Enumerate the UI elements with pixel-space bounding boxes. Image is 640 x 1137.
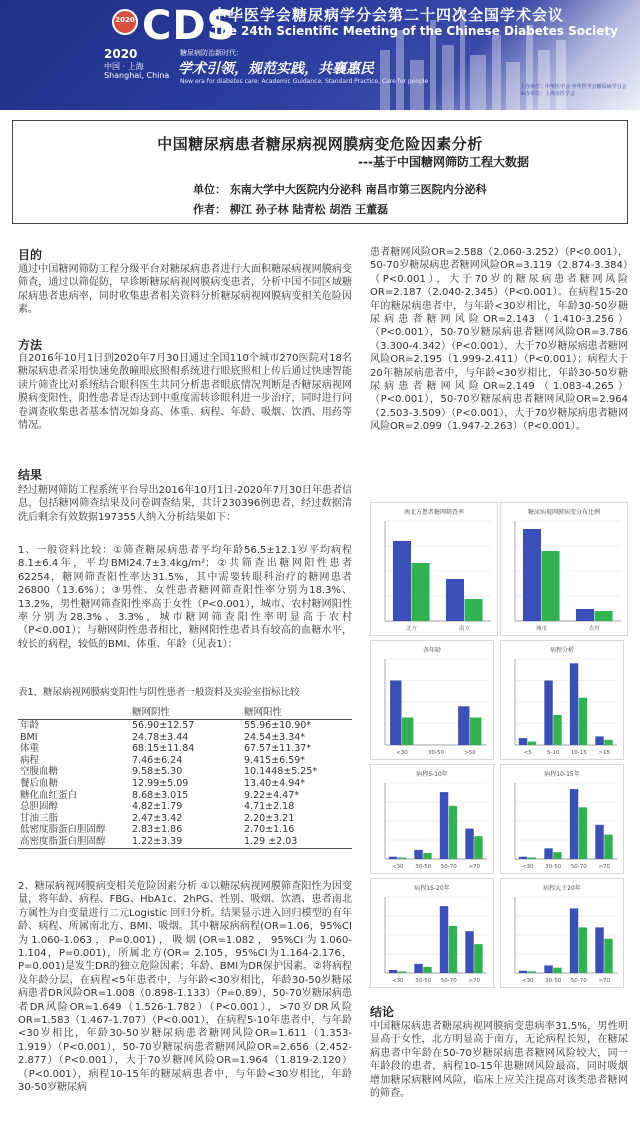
- bar: [595, 736, 603, 745]
- conference-title-en: The 24th Scientific Meeting of the Chinese Diabetes Society: [212, 24, 618, 38]
- bar: [440, 906, 448, 973]
- bar: [523, 529, 541, 621]
- slogan-top: 糖尿病防治新时代：: [180, 49, 243, 57]
- chart-svg: [371, 879, 493, 987]
- chart-title: 糖尿病视网膜病变分布比例: [527, 509, 601, 516]
- x-tick-label: 30-50: [545, 864, 562, 870]
- table-cell: 4.71±2.18: [244, 801, 295, 813]
- table-cell: 8.68±3.015: [132, 789, 189, 801]
- table-cell: 9.415±6.59*: [244, 754, 306, 766]
- table-row: [18, 743, 352, 755]
- table-row: [18, 813, 352, 825]
- table-row: [18, 801, 352, 813]
- x-tick-label: <30: [521, 978, 534, 984]
- result-text-1: 经过糖网筛防工程系统平台导出2016年10月1日-2020年7月30日年患者信息，包括糖网筛查结果及问卷调查结果，共计230396例患者，经过数据清洗后剩余有效数据197355人纳入分析结果如下：: [18, 485, 352, 523]
- chart-svg: [371, 503, 497, 635]
- table-row: [18, 836, 352, 848]
- table-cell: 糖化血红蛋白: [20, 789, 78, 801]
- x-tick-label: <30: [391, 864, 404, 870]
- bar: [458, 706, 469, 745]
- sponsor-line-1: 主办单位：中华医学会 中华医学会糖尿病学分会: [520, 84, 627, 90]
- bar: [414, 964, 422, 973]
- conference-banner: [0, 0, 640, 110]
- chart-title: 病程15-20年: [414, 885, 450, 892]
- chart-duration-20plus: [500, 878, 624, 988]
- bar: [449, 806, 457, 859]
- bar: [542, 551, 560, 621]
- aim-heading: 目的: [18, 248, 43, 262]
- bar: [412, 563, 430, 621]
- chart-duration-5-10: [370, 764, 494, 874]
- slogan-main: 学术引领，规范实践，共襄惠民: [178, 61, 374, 77]
- x-tick-label: 30-50: [545, 978, 562, 984]
- chart-title: 病程分析: [549, 647, 575, 654]
- chart-duration-10-15: [500, 764, 624, 874]
- paper-authors: 作者： 柳江 孙子林 陆青松 胡浩 王董磊: [193, 203, 389, 216]
- bar: [604, 740, 612, 745]
- chart-svg: [501, 641, 623, 759]
- x-tick-label: 50-70: [440, 978, 457, 984]
- chart-svg: [501, 879, 623, 987]
- x-tick-label: 农村: [588, 626, 601, 632]
- result-text-3: 2、糖尿病视网膜病变相关危险因素分析 ①以糖尿病视网膜筛查阳性为因变量，将年龄、病程、FBG、HbA1c、2hPG、性别、吸烟、饮酒、患者南北方属性为自变量进行二元Logistic 回归分析。结果显示进入回归模型的有年龄、病程、所属南北方、BMI、吸烟。其中糖尿病病程(OR=1.06，95%CI为1.060-1.063，P=0.001)，吸烟(OR=1.082，95%CI为1.060-1.104，P=0.001)，所属北方(OR= 2.105，95%CI为1.164-2.176，P=0.001)是发生DR的独立危险因素；年龄、BMI为DR保护因素。②将病程及年龄分层，在病程<5年患者中，与年龄<30岁相比，年龄30-50岁糖尿病患者DR风险OR=1.008（0.898-1.133）（P=0.89），50-70岁糖尿病患者DR风险OR=1.649（1.526-1.782）（P<0.001），>70岁DR风险OR=1.583（1.467-1.707）（P<0.001），在病程5-10年患者中，与年龄<30岁相比，年龄30-50岁糖尿病患者糖网风险OR=1.611（1.353-1.919）（P<0.001），50-70岁糖尿病患者糖网风险OR=2.656（2.452-2.877）（P<0.001），大于70岁糖网风险OR=1.964（1.819-2.120）（P<0.001），病程10-15年的糖尿病患者中，与年龄<30岁相比，年龄30-50岁糖尿病: [18, 881, 352, 1094]
- right-text: 患者糖网风险OR=2.588（2.060-3.252）（P<0.001），50-70岁糖尿病患者糖网风险OR=3.119（2.874-3.384）（P<0.001），大于70岁的糖尿病患者糖网风险OR=2.187（2.040-2.345）（P<0.001）。在病程15-20年的糖尿病患者中，与年龄<30岁相比，年龄30-50岁糖尿病患者糖网风险OR=2.143（1.410-3.256）（P<0.001），50-70岁糖尿病患者糖网风险OR=3.786（3.300-4.342）（P<0.001），大于70岁糖尿病患者糖网风险OR=2.195（1.999-2.411）（P<0.001）；病程大于20年糖尿病患者中，与年龄<30岁相比，年龄30-50岁糖尿病患者糖网风险OR=2.149（1.083-4.265）（P<0.001），50-70岁糖尿病患者糖网风险OR=2.964（2.503-3.509）（P<0.001），大于70岁糖尿病患者糖网风险OR=2.099（1.947-2.263）（P<0.001）。: [370, 247, 628, 433]
- table-cell: 9.22±4.47*: [244, 789, 300, 801]
- bar: [576, 609, 594, 621]
- x-tick-label: <5: [523, 750, 532, 756]
- paper-header: [12, 120, 628, 224]
- chart-title: 病程5-10年: [416, 771, 448, 778]
- table-header-cell: 糖网阳性: [242, 703, 352, 720]
- table-cell: 24.78±3.44: [132, 731, 189, 743]
- x-tick-label: 50-70: [570, 864, 587, 870]
- bar: [423, 853, 431, 859]
- table-cell: 68.15±11.84: [132, 743, 195, 755]
- table-row: [18, 732, 352, 744]
- bar: [393, 541, 411, 621]
- method-text: 自2016年10月1日到2020年7月30日通过全国110个城市270医院对18名糖尿病患者采用快速免散瞳眼底照相系统进行眼底照相上传后通过快速智能读片筛查比对系统结合眼科医生共同分析患者眼底情况判断是否糖尿病视网膜病变阳性，阳性患者是否达到中重度需转诊眼科进一步治疗，同时进行问卷调查收集患者基本情况如身高、体重、病程、年龄、吸烟、饮酒、用药等情况。: [18, 353, 352, 432]
- chart-north-south: [370, 502, 498, 636]
- bar: [595, 825, 603, 859]
- bar: [414, 850, 422, 859]
- bar: [446, 579, 464, 621]
- table-row: [18, 766, 352, 778]
- bar: [579, 927, 587, 973]
- bar: [440, 792, 448, 859]
- table-cell: 13.40±4.94*: [244, 777, 306, 789]
- result-text-2: 1、一般资料比较：①筛查糖尿病患者平均年龄56.5±12.1岁平均病程8.1±6.4年，平均BMI24.7±3.4kg/m²；②共筛查出糖网阳性患者62254，糖网筛查阳性率达31.5%，其中需要转眼科治疗的糖网患者26800（13.6%）；③男性、女性患者糖网筛查阳性率分别为18.3%、13.2%，男性糖网筛查阳性率高于女性（P<0.001），城市、农村糖网阳性率分别为28.3%、3.3%，城市糖网筛查阳性率明显高于农村（P<0.001）；与糖网阴性患者相比，糖网阳性患者具有较高的血糖水平，较长的病程，较低的BMI、体重、年龄（见表1）：: [18, 545, 352, 650]
- table-cell: 55.96±10.90*: [244, 720, 312, 731]
- bar: [465, 829, 473, 859]
- bar: [544, 681, 552, 746]
- table-cell: 病程: [20, 754, 40, 766]
- bar: [465, 931, 473, 973]
- table-cell: BMI: [20, 731, 38, 743]
- chart-title: 病程大于20年: [543, 885, 581, 892]
- x-tick-label: >70: [468, 978, 481, 984]
- logo-city: [104, 62, 169, 80]
- chart-title: 南北方患者糖网筛查率: [403, 509, 465, 516]
- table-cell: 67.57±11.37*: [244, 743, 312, 755]
- table-caption: 表1、糖尿病视网膜病变阳性与阴性患者一般资料及实验室指标比较: [18, 687, 300, 698]
- x-tick-label: >70: [598, 978, 611, 984]
- bar: [389, 857, 397, 859]
- table-row: [18, 824, 352, 836]
- x-tick-label: 30-50: [415, 978, 432, 984]
- bar: [449, 926, 457, 973]
- sponsor-line-2: 承办单位：上海市医学会: [520, 91, 576, 97]
- bar: [390, 681, 401, 746]
- table-cell: 12.99±5.09: [132, 777, 189, 789]
- table-cell: 10.1448±5.25*: [244, 766, 318, 778]
- bar: [595, 611, 613, 621]
- bar: [519, 857, 527, 859]
- table-cell: 2.70±1.16: [244, 824, 295, 836]
- x-tick-label: 南方: [458, 626, 471, 632]
- table-row: [18, 755, 352, 767]
- bar: [570, 789, 578, 859]
- bar: [553, 852, 561, 859]
- bar: [604, 835, 612, 859]
- table-cell: 4.82±1.79: [132, 801, 183, 813]
- cds-logo: CDS: [142, 3, 237, 49]
- table-cell: 2.20±3.21: [244, 812, 295, 824]
- table-cell: 2.83±1.86: [132, 824, 183, 836]
- chart-city-rural: [500, 502, 628, 636]
- bar: [528, 742, 536, 745]
- chart-svg: [371, 641, 493, 759]
- x-tick-label: 城市: [535, 626, 548, 632]
- bar: [553, 715, 561, 745]
- table-cell: 餐后血糖: [20, 777, 59, 789]
- table-row: [18, 790, 352, 802]
- slogan-en: New era for diabetes care: Academic Guidance, Standard Practice, Care for people: [180, 78, 429, 85]
- x-tick-label: >70: [598, 864, 611, 870]
- bar: [570, 908, 578, 973]
- x-tick-label: >50: [464, 750, 476, 756]
- bar: [474, 944, 482, 973]
- aim-text: 通过中国糖网筛防工程分级平台对糖尿病患者进行大面积糖尿病视网膜病变筛查，通过以筛促防，早诊断糖尿病视网膜病变患者，分析中国不同区域糖尿病患者患病率，同时收集患者相关资料分析糖尿病视网膜病变相关危险因素。: [18, 264, 352, 316]
- result-heading: 结果: [18, 468, 43, 482]
- table-cell: 空腹血糖: [20, 766, 59, 778]
- chart-title: 各年龄: [422, 647, 442, 654]
- x-tick-label: 10-15: [570, 750, 587, 756]
- bar: [528, 971, 536, 973]
- bar: [579, 698, 587, 745]
- paper-subtitle: ---基于中国糖网筛防工程大数据: [358, 155, 529, 169]
- table-cell: 9.58±5.30: [132, 766, 183, 778]
- x-tick-label: >70: [468, 864, 481, 870]
- table-cell: 1.22±3.39: [130, 836, 242, 848]
- table-header-row: [18, 703, 352, 720]
- bar: [570, 663, 578, 745]
- table-cell: 24.54±3.34*: [244, 731, 306, 743]
- method-heading: 方法: [18, 338, 43, 352]
- comparison-table: [18, 703, 352, 849]
- x-tick-label: <30: [391, 978, 404, 984]
- logo-badge-year: 2020: [115, 16, 135, 24]
- chart-svg: [371, 765, 493, 873]
- bar: [423, 967, 431, 973]
- chart-title: 病程10-15年: [544, 771, 580, 778]
- x-tick-label: >15: [598, 750, 611, 756]
- bar: [398, 971, 406, 973]
- table-cell: 甘油三脂: [20, 812, 59, 824]
- bar: [389, 970, 397, 973]
- paper-title: 中国糖尿病患者糖尿病视网膜病变危险因素分析: [157, 135, 483, 153]
- chart-duration-15-20: [370, 878, 494, 988]
- x-tick-label: 30-50: [415, 864, 432, 870]
- table-row: [18, 778, 352, 790]
- table-cell: 高密度脂蛋白胆固醇: [18, 836, 130, 848]
- table-header-cell: [18, 703, 130, 720]
- conference-title-cn: 中华医学会糖尿病学分会第二十四次全国学术会议: [212, 6, 565, 24]
- x-tick-label: 北方: [405, 626, 418, 632]
- sponsor-block: [520, 84, 630, 98]
- chart-svg: [501, 503, 627, 635]
- bar: [465, 599, 483, 621]
- x-tick-label: <30: [521, 864, 534, 870]
- table-cell: 体重: [20, 743, 40, 755]
- table-header-cell: 糖网阴性: [130, 703, 242, 720]
- bar: [544, 848, 552, 859]
- table-row: [18, 720, 352, 732]
- bar: [604, 939, 612, 973]
- table-cell: 1.29 ±2.03: [242, 836, 352, 848]
- bar: [595, 927, 603, 973]
- chart-svg: [501, 765, 623, 873]
- bar: [470, 717, 481, 745]
- bar: [579, 807, 587, 859]
- table-cell: 总胆固醇: [20, 801, 59, 813]
- bar: [553, 968, 561, 973]
- x-tick-label: 30-50: [428, 750, 444, 756]
- table-cell: 56.90±12.57: [132, 720, 195, 731]
- x-tick-label: <30: [396, 750, 408, 756]
- bar: [519, 738, 527, 745]
- table-cell: 低密度脂蛋白胆固醇: [20, 824, 106, 836]
- x-tick-label: 5-10: [547, 750, 560, 756]
- bar: [398, 857, 406, 859]
- bar: [402, 717, 413, 745]
- table-cell: 7.46±6.24: [132, 754, 183, 766]
- chart-age: [370, 640, 494, 760]
- table-cell: 年龄: [20, 720, 40, 731]
- chart-duration: [500, 640, 624, 760]
- logo-year: 2020: [104, 47, 138, 61]
- bar: [544, 965, 552, 973]
- conclusion-text: 中国糖尿病患者糖尿病视网膜病变患病率31.5%，男性明显高于女性，北方明显高于南方，无论病程长短，在糖尿病患者中年龄在50-70岁糖尿病患者糖网风险较大，同一年龄段的患者，病程10-15年患糖网风险最高，同时吸烟增加糖尿病糖网风险，临床上应关注提高对该类患者糖网的筛查。: [370, 1021, 628, 1100]
- bar: [519, 971, 527, 973]
- logo-city-en: Shanghai, China: [104, 71, 170, 80]
- bar: [474, 836, 482, 859]
- bar: [528, 857, 536, 859]
- conclusion-heading: 结论: [370, 1005, 395, 1019]
- x-tick-label: 50-70: [570, 978, 587, 984]
- table-cell: 2.47±3.42: [132, 812, 183, 824]
- paper-affiliation: 单位： 东南大学中大医院内分泌科 南昌市第三医院内分泌科: [193, 183, 487, 196]
- logo-city-cn: 中国 · 上海: [104, 62, 144, 71]
- x-tick-label: 50-70: [440, 864, 457, 870]
